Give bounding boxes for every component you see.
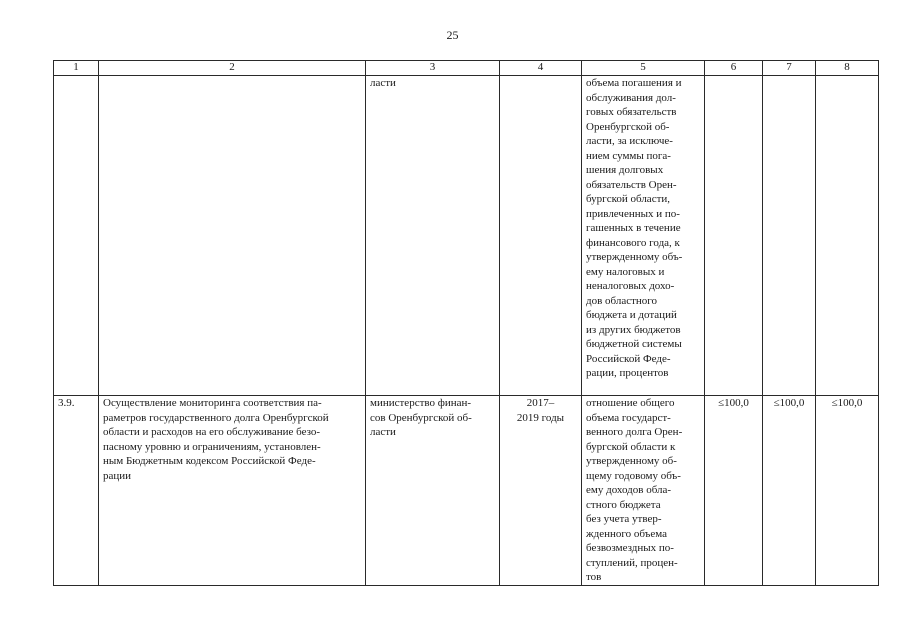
column-numbers-row bbox=[54, 61, 879, 76]
indicator-cell: отношение общего объема государст- венного долга Орен- бургской области к утвержденному об- щему годовому объ- ему доходов обла- стного бюджета без учета утвер- жденного объема безвозмездных по- ступлений, процен- тов bbox=[582, 396, 705, 586]
indicator-cell: объема погашения и обслуживания дол- говых обязательств Оренбургской об- ласти, за исключе- нием суммы пога- шения долговых обязательств Орен- бургской области, привлеченных и по- гашенных в течение финансового года, к утвержденному объ- ему налоговых и неналоговых дохо- дов областного бюджета и дотаций из других бюджетов бюджетной системы Российской Феде- рации, процентов bbox=[582, 76, 705, 396]
column-number: 3 bbox=[366, 61, 500, 76]
description-cell: Осуществление мониторинга соответствия па- раметров государственного долга Оренбургской области и расходов на его обслуживание безо- пасному уровню и ограничениям, установлен- ным Бюджетным кодексом Российской Феде- рации bbox=[99, 396, 366, 586]
table-row bbox=[54, 76, 879, 396]
value-2018-cell bbox=[763, 76, 816, 396]
value-2017-cell bbox=[705, 76, 763, 396]
column-number: 7 bbox=[763, 61, 816, 76]
period-cell bbox=[500, 76, 582, 396]
value-2019-cell: ≤100,0 bbox=[816, 396, 879, 586]
period-cell: 2017– 2019 годы bbox=[500, 396, 582, 586]
value-2017-cell: ≤100,0 bbox=[705, 396, 763, 586]
value-2018-cell: ≤100,0 bbox=[763, 396, 816, 586]
description-cell bbox=[99, 76, 366, 396]
row-number-cell bbox=[54, 76, 99, 396]
program-table bbox=[53, 60, 879, 586]
column-number: 5 bbox=[582, 61, 705, 76]
executor-cell: ласти bbox=[366, 76, 500, 396]
value-2019-cell bbox=[816, 76, 879, 396]
column-number: 6 bbox=[705, 61, 763, 76]
row-number-cell: 3.9. bbox=[54, 396, 99, 586]
page-number: 25 bbox=[446, 28, 459, 42]
executor-cell: министерство финан- сов Оренбургской об- ласти bbox=[366, 396, 500, 586]
table-row bbox=[54, 396, 879, 586]
column-number: 1 bbox=[54, 61, 99, 76]
column-number: 2 bbox=[99, 61, 366, 76]
column-number: 8 bbox=[816, 61, 879, 76]
column-number: 4 bbox=[500, 61, 582, 76]
